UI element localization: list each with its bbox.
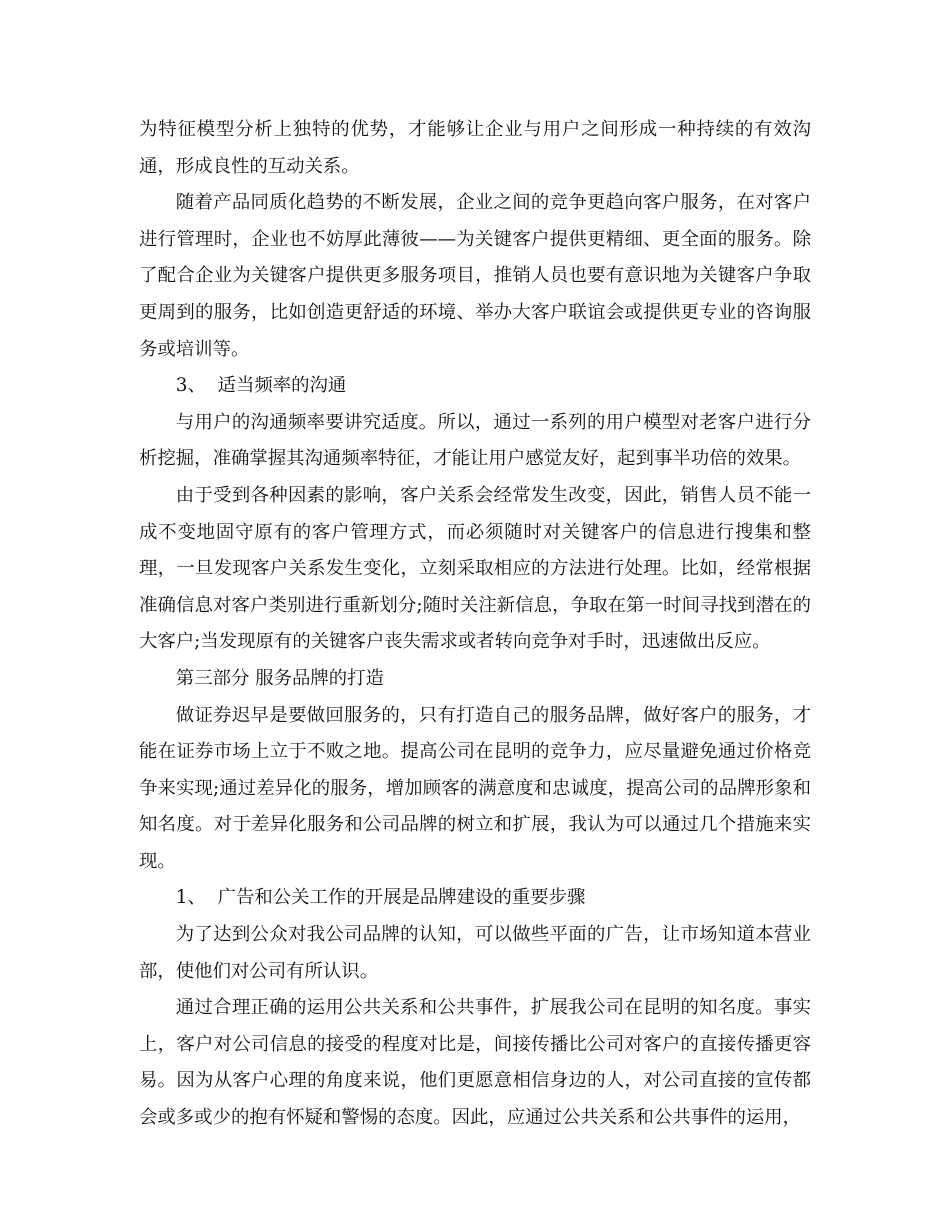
paragraph-continuation: 为特征模型分析上独特的优势，才能够让企业与用户之间形成一种持续的有效沟通，形成良性的互动关系。	[139, 119, 811, 177]
heading-advertising-pr: 1、 广告和公关工作的开展是品牌建设的重要步骤	[175, 887, 586, 909]
document-body	[139, 112, 811, 1137]
paragraph-public-relations: 通过合理正确的运用公共关系和公共事件，扩展我公司在昆明的知名度。事实上，客户对公司信息的接受的程度对比是，间接传播比公司对客户的直接传播更容易。因为从客户心理的角度来说，他们更愿意相信身边的人，对公司直接的宣传都会或多或少的抱有怀疑和警惕的态度。因此，应通过公共关系和公共事件的运用，	[139, 997, 811, 1129]
paragraph-relationship-changes: 由于受到各种因素的影响，客户关系会经常发生改变，因此，销售人员不能一成不变地固守原有的客户管理方式，而必须随时对关键客户的信息进行搜集和整理，一旦发现客户关系发生变化，立刻采取相应的方法进行处理。比如，经常根据准确信息对客户类别进行重新划分;随时关注新信息，争取在第一时间寻找到潜在的大客户;当发现原有的关键客户丧失需求或者转向竞争对手时，迅速做出反应。	[139, 484, 811, 653]
paragraph-print-ads: 为了达到公众对我公司品牌的认知，可以做些平面的广告，让市场知道本营业部，使他们对公司有所认识。	[139, 924, 811, 982]
heading-communication-frequency: 3、 适当频率的沟通	[175, 375, 347, 397]
paragraph-securities-service: 做证券迟早是要做回服务的，只有打造自己的服务品牌，做好客户的服务，才能在证券市场上立于不败之地。提高公司在昆明的竞争力，应尽量避免通过价格竞争来实现;通过差异化的服务，增加顾客的满意度和忠诚度，提高公司的品牌形象和知名度。对于差异化服务和公司品牌的树立和扩展，我认为可以通过几个措施来实现。	[139, 704, 811, 872]
paragraph-frequency-moderation: 与用户的沟通频率要讲究适度。所以，通过一系列的用户模型对老客户进行分析挖掘，准确掌握其沟通频率特征，才能让用户感觉友好，起到事半功倍的效果。	[139, 411, 811, 470]
paragraph-key-customer-service: 随着产品同质化趋势的不断发展，企业之间的竞争更趋向客户服务，在对客户进行管理时，企业也不妨厚此薄彼——为关键客户提供更精细、更全面的服务。除了配合企业为关键客户提供更多服务项目，推销人员也要有意识地为关键客户争取更周到的服务，比如创造更舒适的环境、举办大客户联谊会或提供更专业的咨询服务或培训等。	[139, 192, 811, 360]
heading-part-three-service-brand: 第三部分 服务品牌的打造	[175, 667, 384, 689]
